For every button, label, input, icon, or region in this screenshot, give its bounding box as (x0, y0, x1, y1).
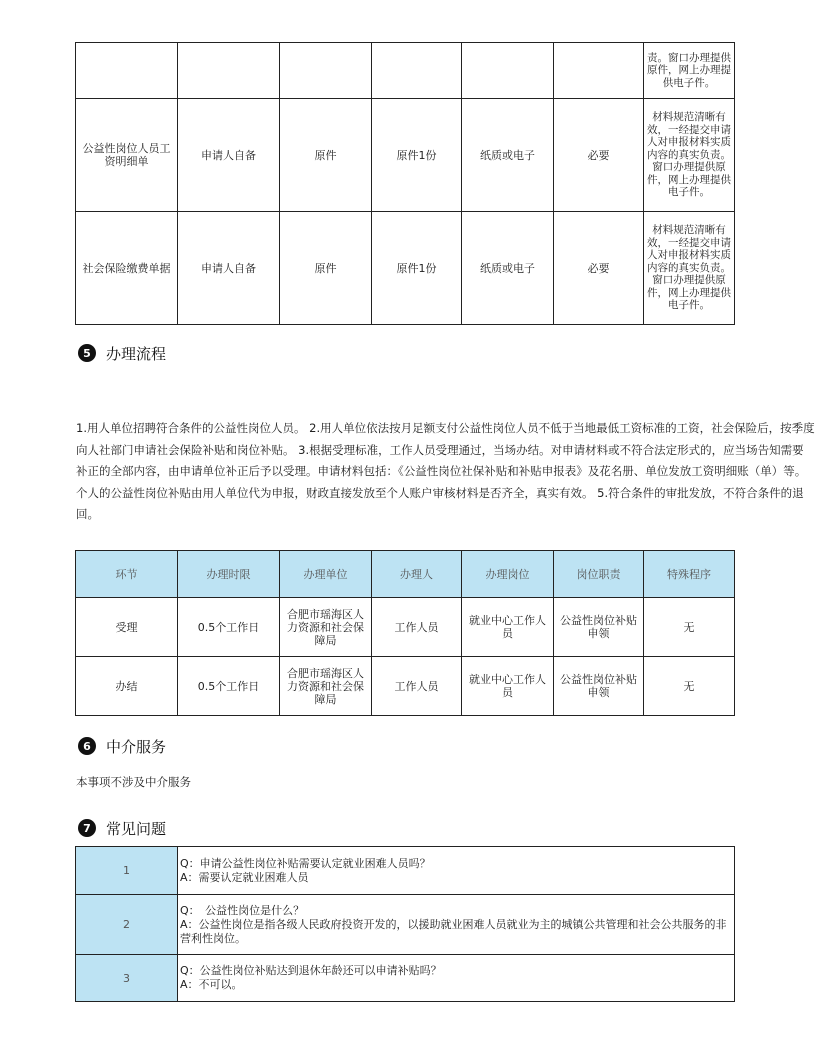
section-heading (78, 735, 166, 757)
material-count (372, 43, 462, 99)
table-cell: 就业中心工作人员 (462, 598, 554, 657)
table-cell: 无 (644, 598, 735, 657)
material-note: 材料规范清晰有效，一经提交申请人对申报材料实质内容的真实负责。窗口办理提供原件，网上办理提供电子件。 (644, 99, 735, 212)
column-header: 办理时限 (178, 551, 280, 598)
material-type: 原件 (280, 212, 372, 325)
material-form: 纸质或电子 (462, 212, 554, 325)
section-number-badge: 6 (78, 737, 96, 755)
intermediary-text: 本事项不涉及中介服务 (76, 775, 191, 789)
material-name (76, 43, 178, 99)
table-row (76, 657, 735, 716)
faq-content (178, 955, 735, 1002)
table-cell: 0.5个工作日 (178, 598, 280, 657)
faq-table (75, 846, 735, 1002)
faq-content (178, 895, 735, 955)
material-note: 材料规范清晰有效，一经提交申请人对申报材料实质内容的真实负责。窗口办理提供原件，网上办理提供电子件。 (644, 212, 735, 325)
faq-answer: A：不可以。 (180, 978, 243, 991)
material-source (178, 43, 280, 99)
faq-row (76, 955, 735, 1002)
material-required (554, 43, 644, 99)
table-cell: 工作人员 (372, 598, 462, 657)
table-cell: 合肥市瑶海区人力资源和社会保障局 (280, 657, 372, 716)
faq-answer: A：公益性岗位是指各级人民政府投资开发的，以援助就业困难人员就业为主的城镇公共管理和社会公共服务的非营利性岗位。 (180, 917, 727, 945)
material-type: 原件 (280, 99, 372, 212)
column-header: 办理单位 (280, 551, 372, 598)
table-cell: 合肥市瑶海区人力资源和社会保障局 (280, 598, 372, 657)
faq-content (178, 847, 735, 895)
column-header: 特殊程序 (644, 551, 735, 598)
faq-number: 3 (76, 955, 178, 1002)
faq-answer: A：需要认定就业困难人员 (180, 870, 309, 884)
material-required: 必要 (554, 212, 644, 325)
section-title: 中介服务 (106, 737, 167, 756)
section-heading (78, 342, 166, 364)
column-header: 办理人 (372, 551, 462, 598)
material-form: 纸质或电子 (462, 99, 554, 212)
section-title: 办理流程 (106, 344, 167, 363)
table-cell: 办结 (76, 657, 178, 716)
column-header: 岗位职责 (554, 551, 644, 598)
material-note: 责。窗口办理提供原件，网上办理提供电子件。 (644, 43, 735, 99)
material-count: 原件1份 (372, 212, 462, 325)
material-count: 原件1份 (372, 99, 462, 212)
table-cell: 无 (644, 657, 735, 716)
column-header: 环节 (76, 551, 178, 598)
table-cell: 公益性岗位补贴申领 (554, 657, 644, 716)
faq-row (76, 847, 735, 895)
material-required: 必要 (554, 99, 644, 212)
table-cell: 就业中心工作人员 (462, 657, 554, 716)
process-table (75, 550, 735, 716)
section-title: 常见问题 (106, 819, 167, 838)
table-row (76, 99, 735, 212)
table-cell: 受理 (76, 598, 178, 657)
table-row (76, 598, 735, 657)
process-description: 1.用人单位招聘符合条件的公益性岗位人员。 2.用人单位依法按月足额支付公益性岗位人员不低于当地最低工资标准的工资，社会保险后，按季度向人社部门申请社会保险补贴和岗位补贴。 3.根据受理标准，工作人员受理通过，当场办结。对申请材料或不符合法定形式的，应当场告知需要补正的全部内容，由申请单位补正后予以受理。申请材料包括：《公益性岗位社保补贴和补贴申报表》及花名册、单位发放工资明细账（单）等。个人的公益性岗位补贴由用人单位代为申报，财政直接发放至个人账户审核材料是否齐全，真实有效。 5.符合条件的审批发放，不符合条件的退回。 (76, 421, 815, 521)
faq-number: 2 (76, 895, 178, 955)
table-row (76, 212, 735, 325)
material-source: 申请人自备 (178, 212, 280, 325)
table-cell: 公益性岗位补贴申领 (554, 598, 644, 657)
material-source: 申请人自备 (178, 99, 280, 212)
faq-question: Q： 公益性岗位是什么？ (180, 903, 305, 917)
material-form (462, 43, 554, 99)
table-row (76, 43, 735, 99)
faq-number: 1 (76, 847, 178, 895)
faq-row (76, 895, 735, 955)
material-name: 公益性岗位人员工资明细单 (76, 99, 178, 212)
materials-table (75, 42, 735, 325)
material-name: 社会保险缴费单据 (76, 212, 178, 325)
table-header-row (76, 551, 735, 598)
column-header: 办理岗位 (462, 551, 554, 598)
faq-question: Q：公益性岗位补贴达到退休年龄还可以申请补贴吗？ (180, 964, 442, 977)
table-cell: 0.5个工作日 (178, 657, 280, 716)
material-type (280, 43, 372, 99)
section-number-badge: 7 (78, 819, 96, 837)
section-number-badge: 5 (78, 344, 96, 362)
section-heading (78, 817, 166, 839)
faq-question: Q：申请公益性岗位补贴需要认定就业困难人员吗？ (180, 856, 431, 870)
table-cell: 工作人员 (372, 657, 462, 716)
